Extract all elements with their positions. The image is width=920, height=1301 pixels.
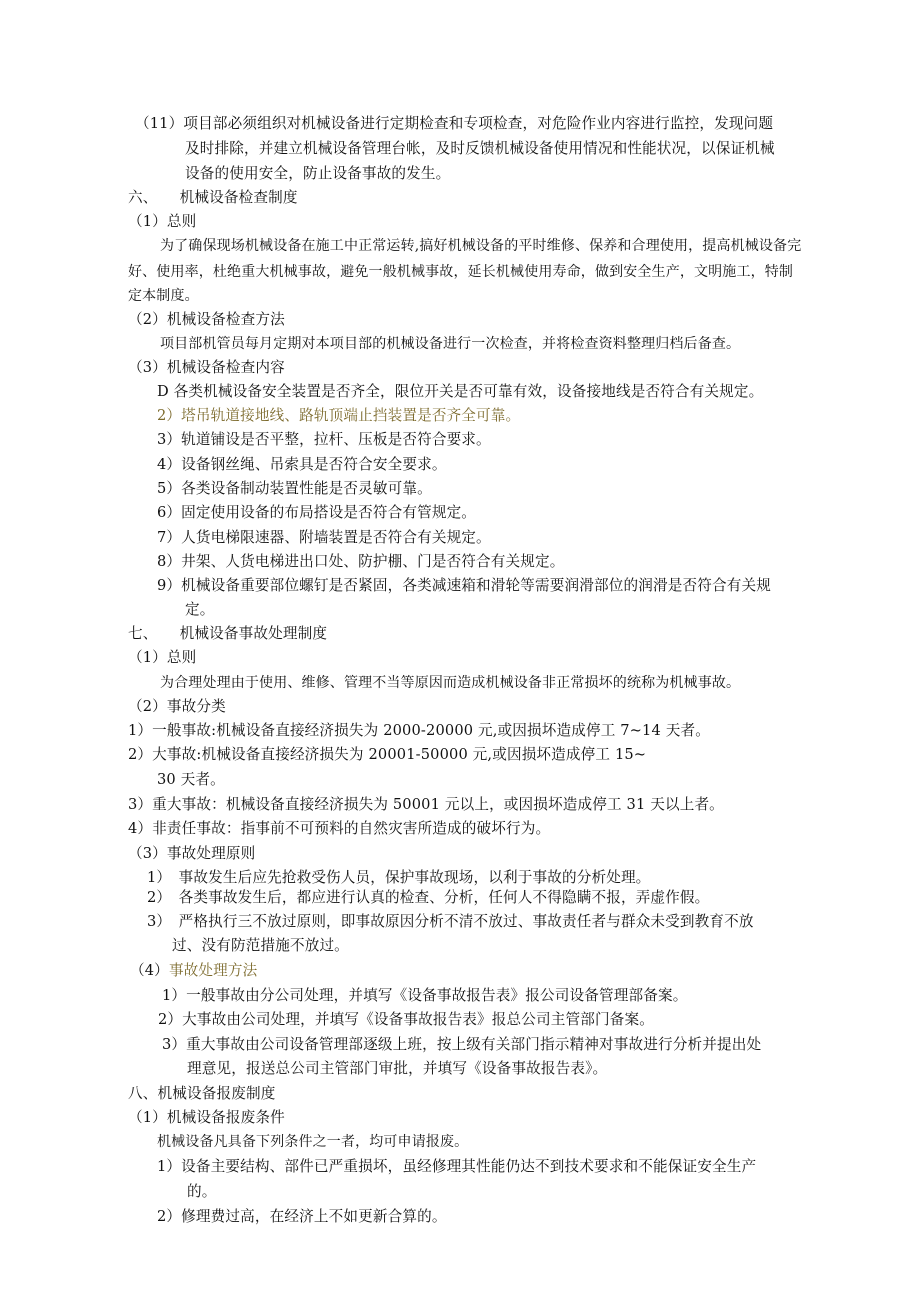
- section-7-principle-title: （3）事故处理原则: [128, 845, 256, 862]
- item-11-line-1: （11）项目部必须组织对机械设备进行定期检查和专项检查，对危险作业内容进行监控，发现问题: [135, 115, 774, 132]
- principle-3-continuation: 过、没有防范措施不放过。: [172, 937, 349, 954]
- check-item: D 各类机械设备安全装置是否齐全，限位开关是否可靠有效，设备接地线是否符合有关规定。: [157, 383, 764, 400]
- item-11-line-2: 及时排除，并建立机械设备管理台帐，及时反馈机械设备使用情况和性能状况，以保证机械: [185, 140, 775, 157]
- handling-method-3-continuation: 理意见，报送总公司主管部门审批，并填写《设备事故报告表》。: [187, 1060, 608, 1077]
- section-6-method-text: 项目部机管员每月定期对本项目部的机械设备进行一次检查，并将检查资料整理归档后备查。: [160, 336, 741, 352]
- section-7-heading: 七、 机械设备事故处理制度: [128, 625, 328, 642]
- accident-class-4: 4）非责任事故：指事前不可预料的自然灾害所造成的破坏行为。: [128, 820, 551, 837]
- accident-class-2-continuation: 30 天者。: [157, 771, 225, 788]
- check-item: 9）机械设备重要部位螺钉是否紧固，各类减速箱和滑轮等需要润滑部位的润滑是否符合有关规: [157, 577, 771, 594]
- section-6-heading: 六、 机械设备检查制度: [128, 189, 298, 206]
- section-8-condition-intro: 机械设备凡具备下列条件之一者，均可申请报废。: [157, 1134, 469, 1150]
- principle-3: 3） 严格执行三不放过原则，即事故原因分析不清不放过、事故责任者与群众未受到教育不放: [147, 913, 754, 930]
- section-7-general-text: 为合理处理由于使用、维修、管理不当等原因而造成机械设备非正常损坏的统称为机械事故。: [160, 675, 741, 691]
- check-item: 6）固定使用设备的布局搭设是否符合有管规定。: [157, 504, 477, 521]
- handling-method-3: 3）重大事故由公司设备管理部逐级上班，按上级有关部门指示精神对事故进行分析并提出处: [162, 1036, 762, 1053]
- scrap-condition-2: 2）修理费过高，在经济上不如更新合算的。: [157, 1208, 447, 1225]
- section-7-class-title: （2）事故分类: [128, 698, 226, 715]
- principle-1: 1） 事故发生后应先抢救受伤人员，保护事故现场，以利于事故的分析处理。: [147, 869, 651, 886]
- section-7-method-title: [130, 961, 257, 981]
- scrap-condition-1: 1）设备主要结构、部件已严重损坏，虽经修理其性能仍达不到技术要求和不能保证安全生产: [157, 1158, 757, 1175]
- check-item: 3）轨道铺设是否平整，拉杆、压板是否符合要求。: [157, 431, 491, 448]
- section-8-condition-title: （1）机械设备报废条件: [128, 1109, 285, 1126]
- section-6-content-title: （3）机械设备检查内容: [128, 359, 285, 376]
- section-7-general-title: （1）总则: [128, 649, 197, 666]
- section-6-general-line-2: 好、使用率，杜绝重大机械事故，避免一般机械事故，延长机械使用寿命，做到安全生产，文明施工，特制: [128, 264, 794, 280]
- handling-method-1: 1）一般事故由分公司处理，并填写《设备事故报告表》报公司设备管理部备案。: [162, 987, 688, 1004]
- section-6-method-title: （2）机械设备检查方法: [128, 311, 285, 328]
- scrap-condition-1-continuation: 的。: [187, 1183, 217, 1200]
- check-item: 5）各类设备制动装置性能是否灵敏可靠。: [157, 480, 432, 497]
- check-item: 8）井架、人货电梯进出口处、防护棚、门是否符合有关规定。: [157, 553, 565, 570]
- check-item: 7）人货电梯限速器、附墙装置是否符合有关规定。: [157, 529, 491, 546]
- check-item: 2）塔吊轨道接地线、路轨顶端止挡装置是否齐全可靠。: [157, 407, 521, 424]
- item-11-line-3: 设备的使用安全，防止设备事故的发生。: [185, 165, 451, 182]
- check-item: 4）设备钢丝绳、吊索具是否符合安全要求。: [157, 456, 447, 473]
- handling-method-2: 2）大事故由公司处理，并填写《设备事故报告表》报总公司主管部门备案。: [158, 1011, 654, 1028]
- section-7-method-label: 事故处理方法: [168, 962, 258, 979]
- section-6-general-line-1: 为了确保现场机械设备在施工中正常运转,搞好机械设备的平时维修、保养和合理使用，提高机械设备完: [160, 238, 802, 254]
- accident-class-3: 3）重大事故：机械设备直接经济损失为 50001 元以上，或因损坏造成停工 31 天以上者。: [128, 796, 724, 813]
- principle-2: 2） 各类事故发生后，都应进行认真的检查、分析，任何人不得隐瞒不报，弄虚作假。: [147, 889, 710, 906]
- accident-class-2: 2）大事故:机械设备直接经济损失为 20001-50000 元,或因损坏造成停工 15~: [128, 746, 647, 763]
- section-7-method-number: （4）: [130, 962, 169, 979]
- section-6-general-line-3: 定本制度。: [128, 288, 199, 304]
- accident-class-1: 1）一般事故:机械设备直接经济损失为 2000-20000 元,或因损坏造成停工 7~14 天者。: [128, 722, 710, 739]
- check-item-9-continuation: 定。: [185, 601, 215, 618]
- section-8-heading: 八、机械设备报废制度: [128, 1085, 276, 1102]
- section-6-general-title: （1）总则: [128, 213, 197, 230]
